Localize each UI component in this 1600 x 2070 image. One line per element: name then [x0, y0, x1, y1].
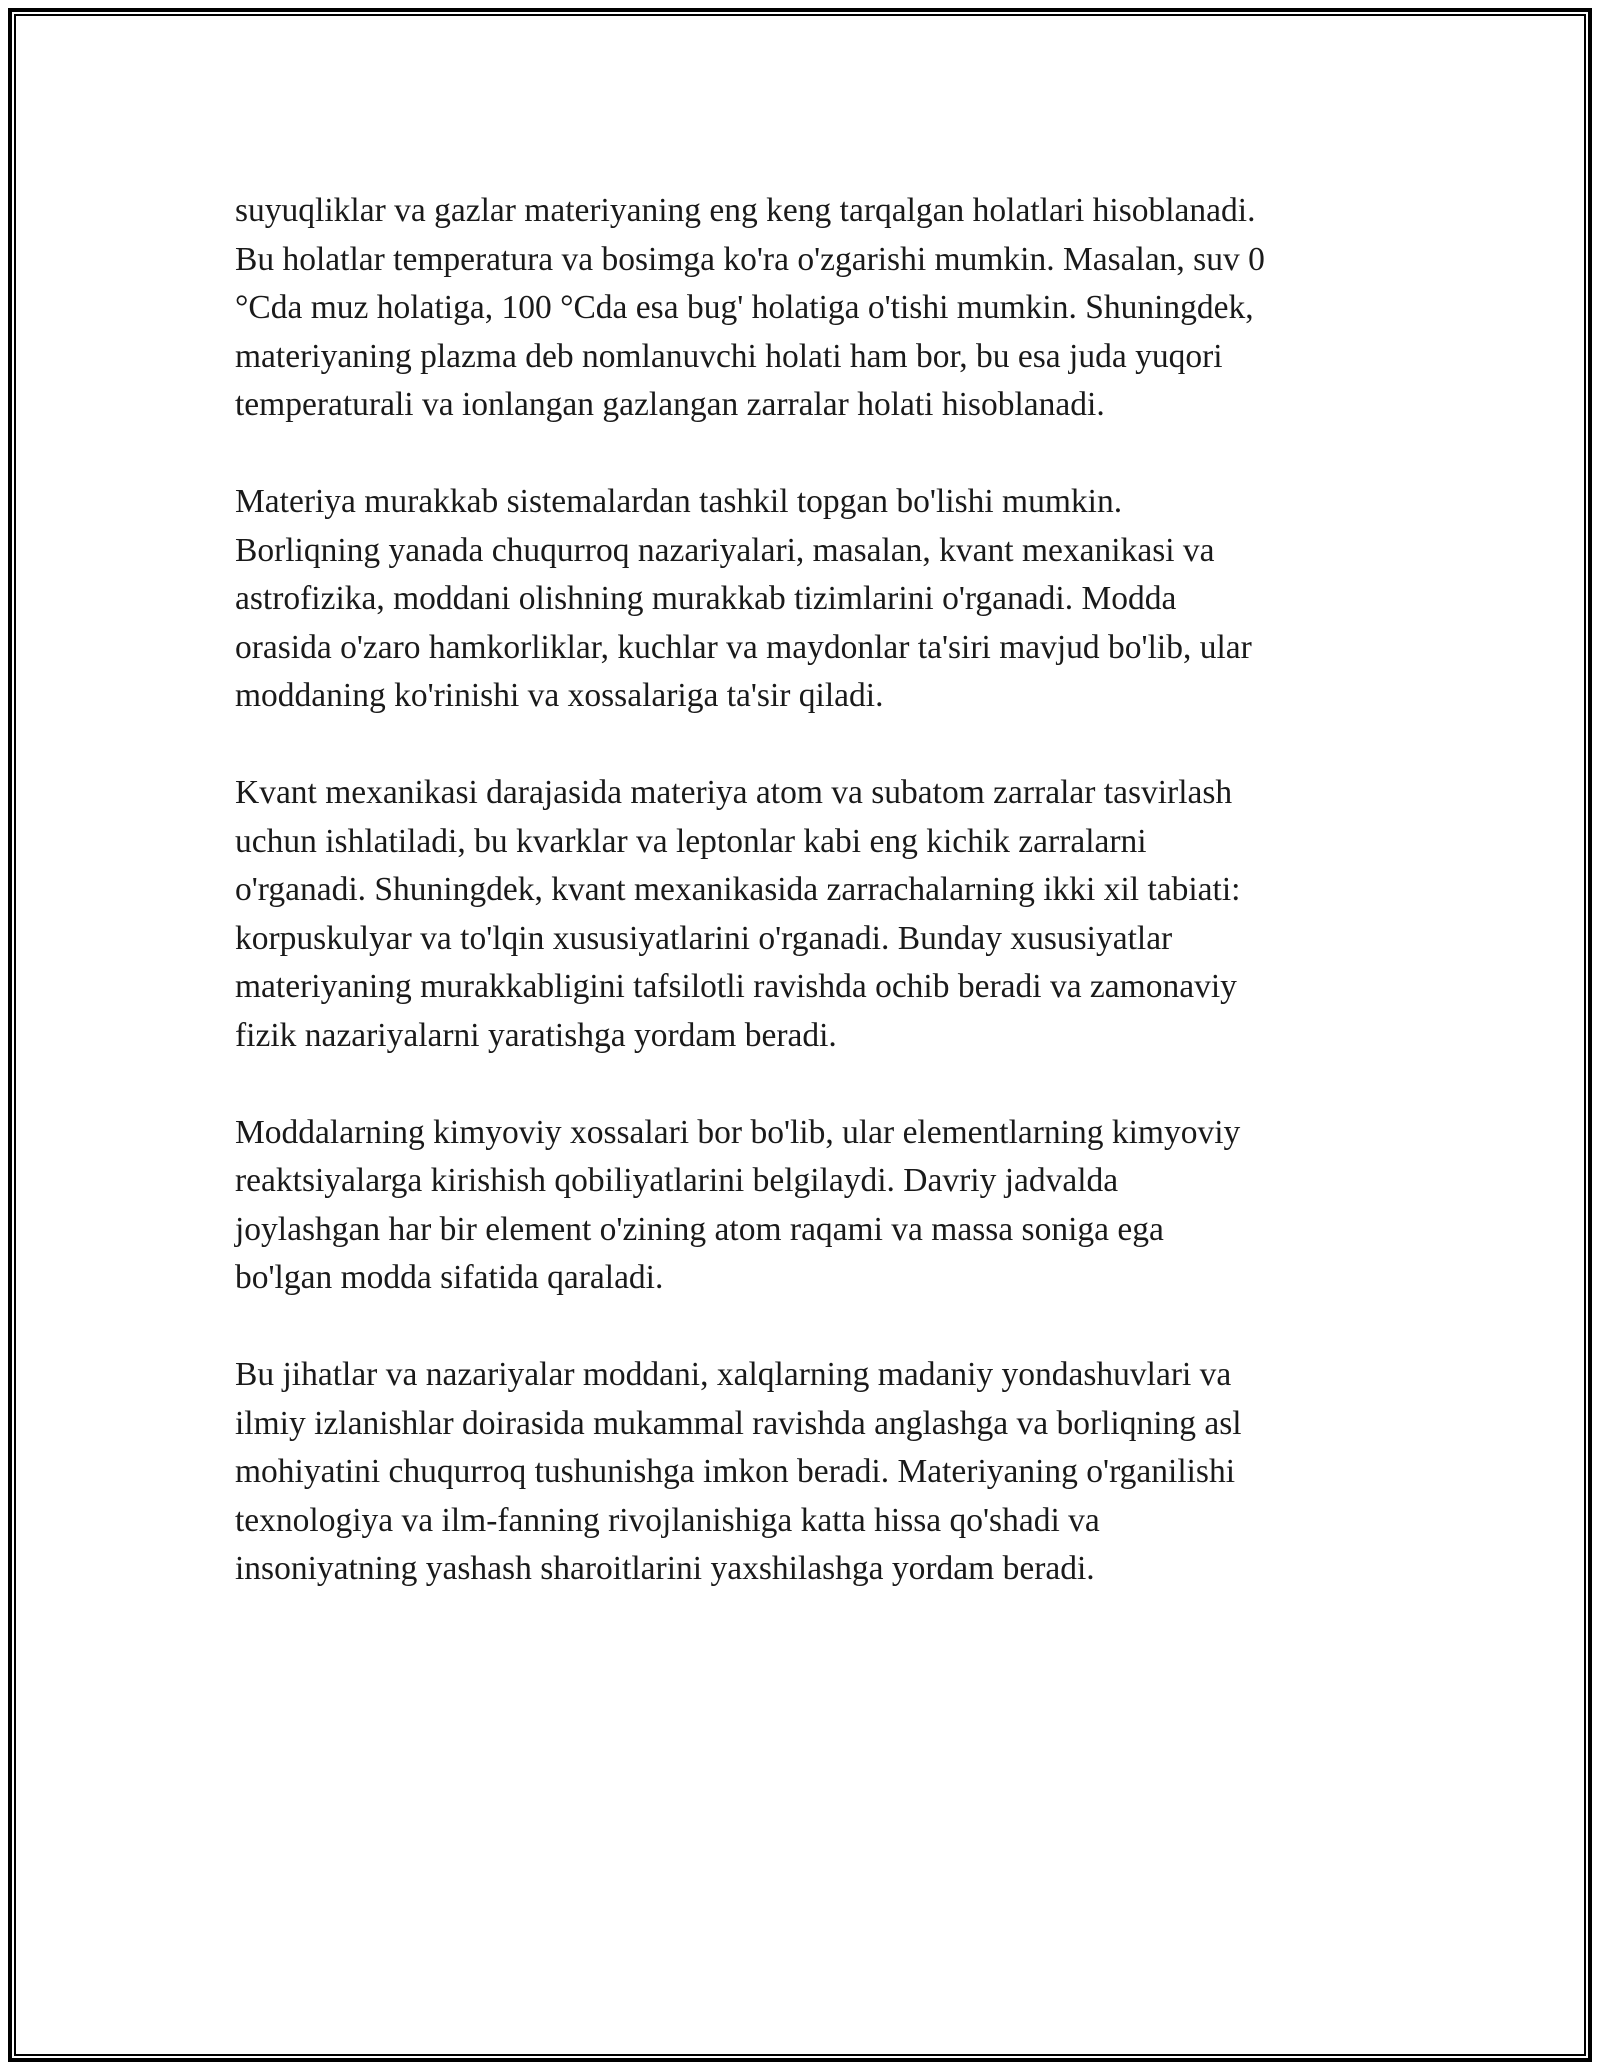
paragraph-complex-systems: Materiya murakkab sistemalardan tashkil topgan bo'lishi mumkin. Borliqning yanada chuqurroq nazariyalari, masalan, kvant mexanikasi va astrofizika, moddani olishning murakkab tizimlarini o'rganadi. Modda orasida o'zaro hamkorliklar, kuchlar va maydonlar ta'siri mavjud bo'lib, ular moddaning ko'rinishi va xossalariga ta'sir qiladi.: [235, 483, 1252, 714]
paragraph-conclusion: Bu jihatlar va nazariyalar moddani, xalqlarning madaniy yondashuvlari va ilmiy izlanishlar doirasida mukammal ravishda anglashga va borliqning asl mohiyatini chuqurroq tushunishga imkon beradi. Materiyaning o'rganilishi texnologiya va ilm-fanning rivojlanishiga katta hissa qo'shadi va insoniyatning yashash sharoitlarini yaxshilashga yordam beradi.: [235, 1356, 1242, 1587]
paragraph-states-of-matter: suyuqliklar va gazlar materiyaning eng keng tarqalgan holatlari hisoblanadi. Bu holatlar temperatura va bosimga ko'ra o'zgarishi mumkin. Masalan, suv 0 °Cda muz holatiga, 100 °Cda esa bug' holatiga o'tishi mumkin. Shuningdek, materiyaning plazma deb nomlanuvchi holati ham bor, bu esa juda yuqori temperaturali va ionlangan gazlangan zarralar holati hisoblanadi.: [235, 192, 1265, 423]
document-body: [235, 187, 1385, 1642]
paragraph-quantum-mechanics: Kvant mexanikasi darajasida materiya atom va subatom zarralar tasvirlash uchun ishlatiladi, bu kvarklar va leptonlar kabi eng kichik zarralarni o'rganadi. Shuningdek, kvant mexanikasida zarrachalarning ikki xil tabiati: korpuskulyar va to'lqin xususiyatlarini o'rganadi. Bunday xususiyatlar materiyaning murakkabligini tafsilotli ravishda ochib beradi va zamonaviy fizik nazariyalarni yaratishga yordam beradi.: [235, 774, 1241, 1054]
paragraph-chemical-properties: Moddalarning kimyoviy xossalari bor bo'lib, ular elementlarning kimyoviy reaktsiyalarga kirishish qobiliyatlarini belgilaydi. Davriy jadvalda joylashgan har bir element o'zining atom raqami va massa soniga ega bo'lgan modda sifatida qaraladi.: [235, 1113, 1241, 1296]
